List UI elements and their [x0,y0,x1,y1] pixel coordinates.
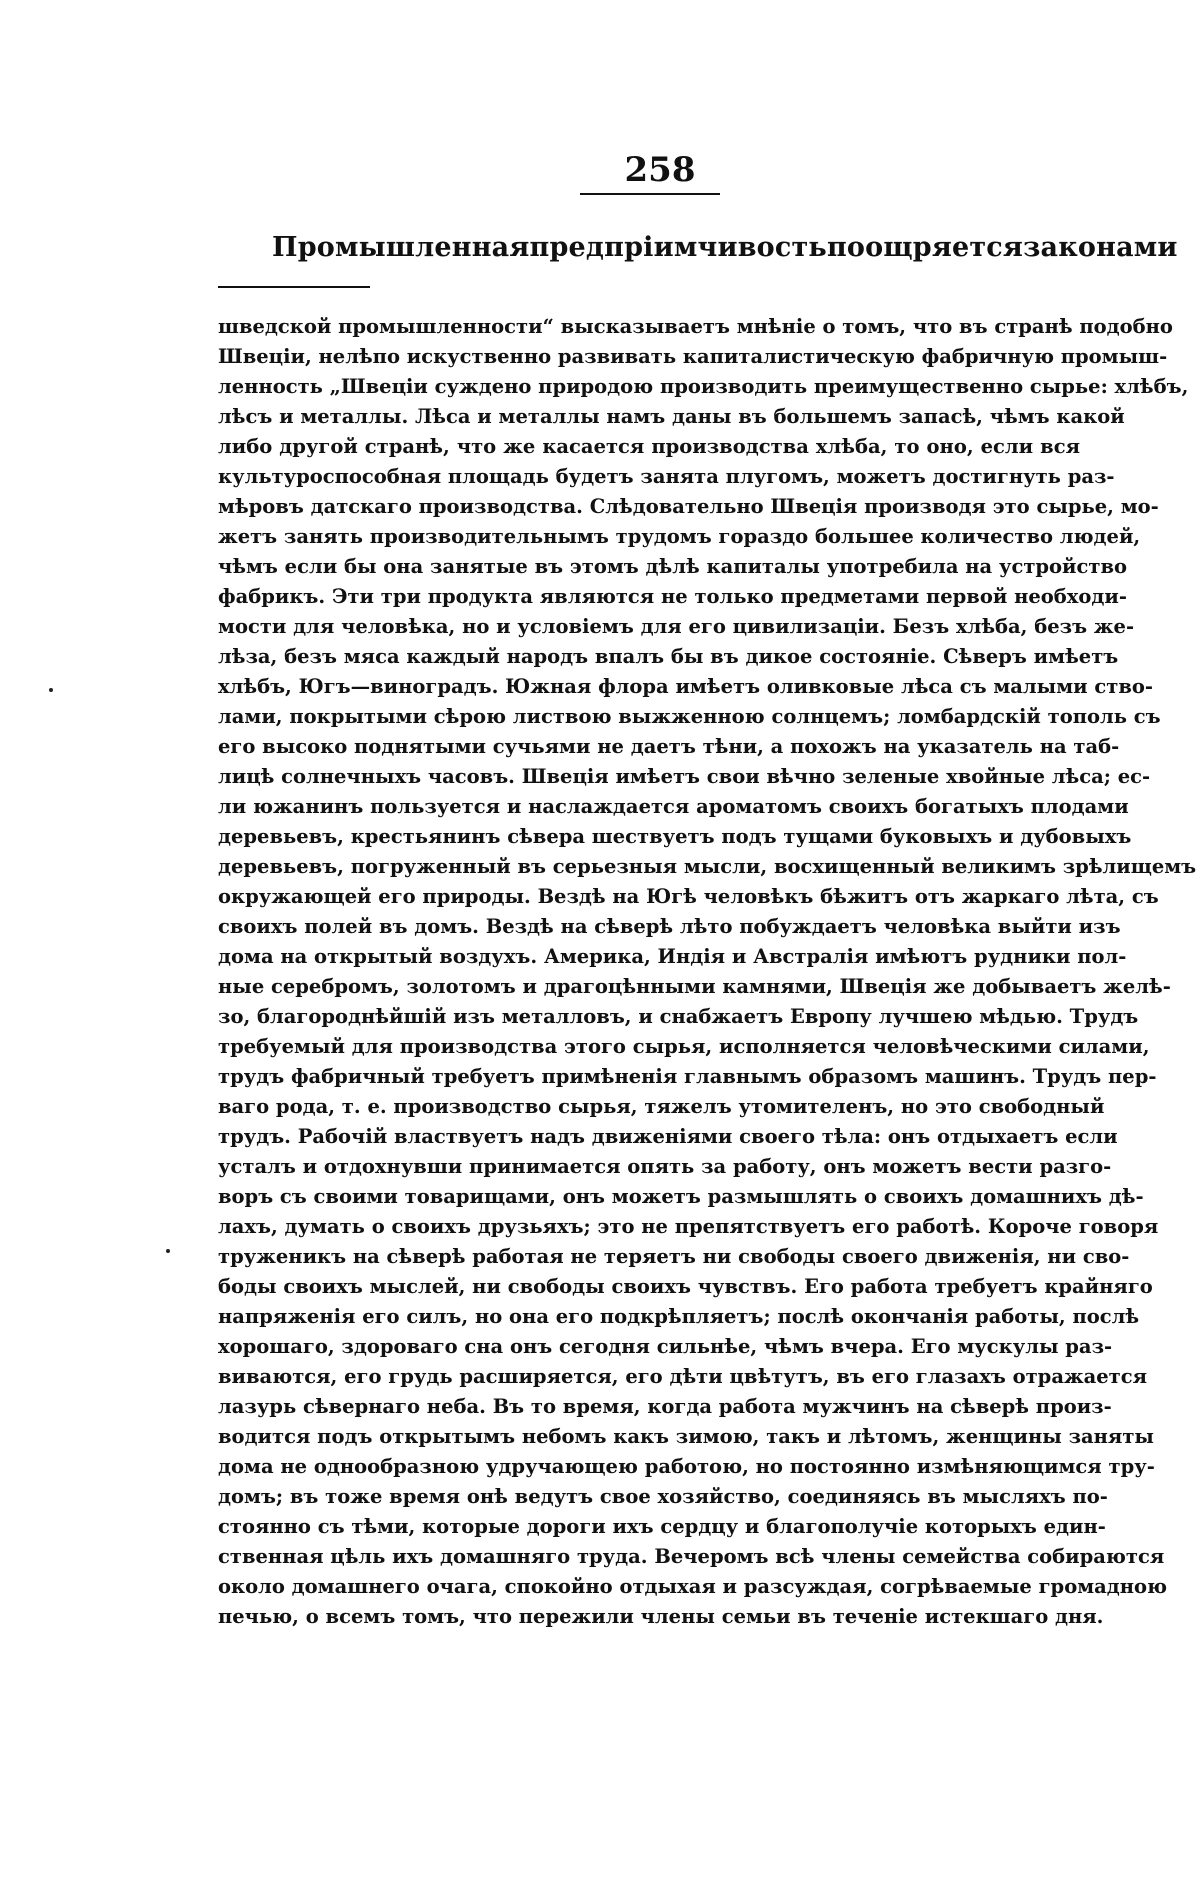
text-line: дома на открытый воздухъ. Америка, Индія и Австралія имѣютъ рудники пол- [218,945,1127,968]
text-line: Швеціи, нелѣпо искуственно развивать капиталистическую фабричную промыш- [218,345,1168,368]
margin-mark [49,688,53,692]
text-line: домъ; въ тоже время онѣ ведутъ свое хозяйство, соединяясь въ мысляхъ по- [218,1485,1108,1508]
text-line: боды своихъ мыслей, ни свободы своихъ чувствъ. Его работа требуетъ крайняго [218,1275,1153,1298]
text-line: лахъ, думать о своихъ друзьяхъ; это не препятствуетъ его работѣ. Короче говоря [218,1215,1159,1238]
text-line: шведской промышленности“ высказываетъ мнѣніе о томъ, что въ странѣ подобно [218,315,1173,338]
text-line: ные серебромъ, золотомъ и драгоцѣнными камнями, Швеція же добываетъ желѣ- [218,975,1171,998]
text-line: лѣсъ и металлы. Лѣса и металлы намъ даны въ большемъ запасѣ, чѣмъ какой [218,405,1125,428]
text-line: либо другой странѣ, что же касается производства хлѣба, то оно, если вся [218,435,1080,458]
body-text [218,312,1196,1632]
margin-mark [166,1249,170,1253]
text-line: ли южанинъ пользуется и наслаждается ароматомъ своихъ богатыхъ плодами [218,795,1129,818]
text-line: ваго рода, т. е. производство сырья, тяжелъ утомителенъ, но это свободный [218,1095,1105,1118]
text-line: ленность „Швеціи суждено природою производить преимущественно сырье: хлѣбъ, [218,375,1189,398]
text-line: хорошаго, здороваго сна онъ сегодня сильнѣе, чѣмъ вчера. Его мускулы раз- [218,1335,1113,1358]
running-head-word: законами [1023,232,1178,263]
text-line: деревьевъ, погруженный въ серьезныя мысли, восхищенный великимъ зрѣлищемъ [218,855,1196,878]
text-line: своихъ полей въ домъ. Вездѣ на сѣверѣ лѣто побуждаетъ человѣка выйти изъ [218,915,1121,938]
text-line: трудъ. Рабочій властвуетъ надъ движеніями своего тѣла: онъ отдыхаетъ если [218,1125,1118,1148]
text-line: чѣмъ если бы она занятые въ этомъ дѣлѣ капиталы употребила на устройство [218,555,1128,578]
text-line: дома не однообразною удручающею работою, но постоянно измѣняющимся тру- [218,1455,1155,1478]
text-line: требуемый для производства этого сырья, исполняется человѣческими силами, [218,1035,1150,1058]
running-head [272,232,1178,263]
text-line: мѣровъ датскаго производства. Слѣдовательно Швеція производя это сырье, мо- [218,495,1159,518]
page-number-rule [580,193,720,195]
text-line: водится подъ открытымъ небомъ какъ зимою, такъ и лѣтомъ, женщины заняты [218,1425,1154,1448]
running-head-word: Промышленная [272,232,530,263]
text-line: виваются, его грудь расширяется, его дѣти цвѣтутъ, въ его глазахъ отражается [218,1365,1148,1388]
text-line: трудъ фабричный требуетъ примѣненія главнымъ образомъ машинъ. Трудъ пер- [218,1065,1157,1088]
text-line: около домашнего очага, спокойно отдыхая и разсуждая, согрѣваемые громадною [218,1575,1168,1598]
text-line: зо, благороднѣйшій изъ металловъ, и снабжаетъ Европу лучшею мѣдью. Трудъ [218,1005,1139,1028]
text-line: лѣза, безъ мяса каждый народъ впалъ бы въ дикое состояніе. Сѣверъ имѣетъ [218,645,1119,668]
text-line: его высоко поднятыми сучьями не даетъ тѣни, а похожъ на указатель на таб- [218,735,1120,758]
text-line: мости для человѣка, но и условіемъ для его цивилизаціи. Безъ хлѣба, безъ же- [218,615,1135,638]
text-line: печью, о всемъ томъ, что пережили члены семьи въ теченіе истекшаго дня. [218,1605,1104,1628]
text-line: ственная цѣль ихъ домашняго труда. Вечеромъ всѣ члены семейства собираются [218,1545,1165,1568]
text-line: напряженія его силъ, но она его подкрѣпляетъ; послѣ окончанія работы, послѣ [218,1305,1140,1328]
running-head-word: поощряется [826,232,1024,263]
text-line: стоянно съ тѣми, которые дороги ихъ сердцу и благополучіе которыхъ един- [218,1515,1106,1538]
text-line: лицѣ солнечныхъ часовъ. Швеція имѣетъ свои вѣчно зеленые хвойные лѣса; ес- [218,765,1151,788]
text-line: фабрикъ. Эти три продукта являются не только предметами первой необходи- [218,585,1127,608]
page-number: 258 [624,150,696,190]
running-head-rule [218,286,370,288]
text-line: усталъ и отдохнувши принимается опять за работу, онъ можетъ вести разго- [218,1155,1112,1178]
text-line: лазурь сѣвернаго неба. Въ то время, когда работа мужчинъ на сѣверѣ произ- [218,1395,1112,1418]
text-line: жетъ занять производительнымъ трудомъ гораздо большее количество людей, [218,525,1141,548]
text-line: труженикъ на сѣверѣ работая не теряетъ ни свободы своего движенія, ни сво- [218,1245,1130,1268]
text-line: воръ съ своими товарищами, онъ можетъ размышлять о своихъ домашнихъ дѣ- [218,1185,1144,1208]
text-line: деревьевъ, крестьянинъ сѣвера шествуетъ подъ тущами буковыхъ и дубовыхъ [218,825,1132,848]
text-line: хлѣбъ, Югъ—виноградъ. Южная флора имѣетъ оливковые лѣса съ малыми ство- [218,675,1154,698]
running-head-word: предпріимчивость [529,232,827,263]
text-line: культуроспособная площадь будетъ занята плугомъ, можетъ достигнуть раз- [218,465,1115,488]
text-line: окружающей его природы. Вездѣ на Югѣ человѣкъ бѣжитъ отъ жаркаго лѣта, съ [218,885,1159,908]
text-line: лами, покрытыми сѣрою листвою выжженною солнцемъ; ломбардскій тополь съ [218,705,1161,728]
